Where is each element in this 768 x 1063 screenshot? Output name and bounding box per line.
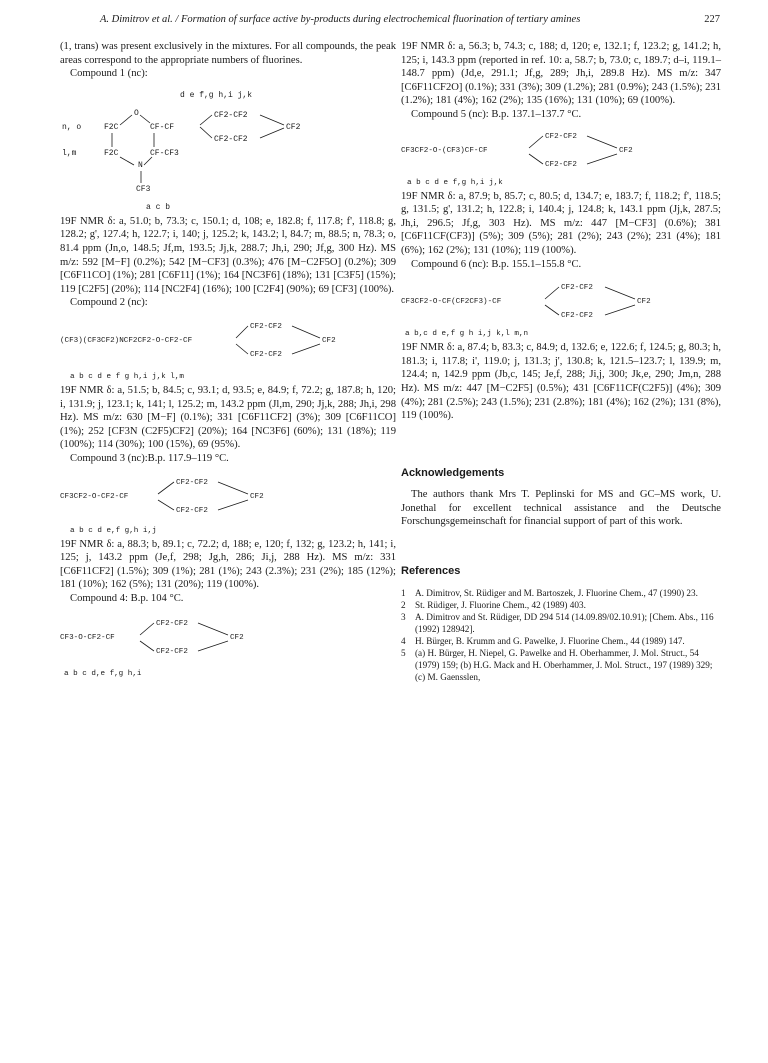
compound-3-heading: Compound 3 (nc):B.p. 117.9–119 °C. [70, 452, 229, 464]
c2-ring-top: CF2-CF2 [250, 322, 282, 331]
running-title: A. Dimitrov et al. / Formation of surface active by-products during electrochemical fluorination of tertiary amines [100, 14, 581, 25]
c4-labels: a b c d,e f,g h,i [64, 670, 142, 679]
c6-labels: a b,c d e,f g h i,j k,l m,n [405, 330, 529, 339]
intro-paragraph: (1, trans) was present exclusively in the mixtures. For all compounds, the peak areas correspond to the appropriate numbers of fluorines. [60, 41, 396, 66]
reference-number: 5 [401, 647, 406, 658]
compound-6-nmr: 19F NMR δ: a, 87.4; b, 83.3; c, 84.9; d, 132.6; e, 122.6; f, 124.5; g, 80.3; h, 181.3; i, 117.8; i', 119.0; j, 131.3; j', 130.8; k, 121.5–123.7; l, 139.9; m, 124.4; n, 142.9 ppm (Jb,c, 145; Je,f, 288; Ji,j, 300; Jk,e, 290; Jm,n, 288 Hz). MS m/z: 447 [M−C2F5] (0.5%); 431 [C6F11CF(C2F5)] (4%); 309 (4%); 281 (2.5%); 243 (1.5%); 231 (2.8%); 181 (4%); 162 (2%); 131 (8%), 119 (100%). [401, 342, 721, 422]
c1-top-labels: d e f,g h,i j,k [180, 90, 253, 100]
c6-ring-r: CF2 [637, 298, 651, 307]
acknowledgements-text: The authors thank Mrs T. Peplinski for MS and GC–MS work, U. Jonethal for excellent technical assistance and the Deutsche Forschungsgemeinschaft for financial support of part of this work. [401, 489, 721, 528]
c2-formula: (CF3)(CF3CF2)NCF2CF2-O-CF2-CF [60, 336, 193, 345]
right-column [401, 40, 721, 683]
c5-ring-r: CF2 [619, 146, 633, 155]
reference-text: St. Rüdiger, J. Fluorine Chem., 42 (1989) 403. [415, 599, 586, 610]
reference-item [401, 647, 721, 683]
running-header [60, 14, 720, 30]
references-list [401, 587, 721, 683]
compound-3-diagram [60, 470, 396, 536]
acknowledgements-heading: Acknowledgements [401, 466, 505, 479]
compound-4-heading: Compound 4: B.p. 104 °C. [70, 592, 184, 604]
compound-1-diagram [60, 85, 396, 213]
c6-formula: CF3CF2-O-CF(CF2CF3)-CF [401, 298, 502, 307]
c6-ring-bot: CF2-CF2 [561, 312, 593, 321]
c1-CFCF3: CF-CF3 [150, 148, 179, 158]
reference-text: A. Dimitrov, St. Rüdiger and M. Bartoszek, J. Fluorine Chem., 47 (1990) 23. [415, 587, 698, 598]
compound-2-heading: Compound 2 (nc): [70, 297, 148, 309]
reference-number: 4 [401, 635, 406, 646]
compound-2-structure [60, 314, 396, 382]
compound-1-heading: Compound 1 (nc): [70, 68, 148, 80]
compound-5-structure [401, 126, 721, 188]
reference-item [401, 635, 721, 647]
left-column [60, 40, 396, 681]
c5-ring-bot: CF2-CF2 [545, 160, 577, 169]
compound-4-diagram [60, 609, 396, 679]
c4-ring-top: CF2-CF2 [156, 620, 188, 629]
c3-labels: a b c d e,f g,h i,j [70, 526, 157, 535]
reference-number: 3 [401, 611, 406, 622]
c4-formula: CF3-O-CF2-CF [60, 634, 115, 643]
reference-item [401, 611, 721, 635]
compound-1-nmr: 19F NMR δ: a, 51.0; b, 73.3; c, 150.1; d, 108; e, 182.8; f, 117.8; f', 118.8; g, 128.2; g', 127.4; h, 122.7; i, 140; j, 125.2; k, 143.2; l, 84.7; m, 88.5; n, 78.3; o, 81.4 ppm (Jn,o, 148.5; Jf,m, 193.5; Jj,k, 288.7; Jh,i, 290; Jf,g, 300 Hz). MS m/z: 592 [M−F] (0.2%); 542 [M−CF3] (0.3%); 476 [M−C2F5O] (0.2%); 309 [C6F11CO] (1%); 281 [C6F11] (1%); 164 [NC3F6] (18%); 131 [C3F5] (15%); 119 [C2F5] (20%); 114 [NC2F4] (16%); 100 [C2F4] (90%); 69 [CF3] (100%). [60, 215, 396, 295]
page-number: 227 [704, 14, 720, 25]
c6-ring-top: CF2-CF2 [561, 284, 593, 293]
reference-text: (a) H. Bürger, H. Niepel, G. Pawelke and H. Oberhammer, J. Mol. Struct., 54 (1979) 159; (b) H.G. Mack and H. Oberhammer, J. Mol. Struct., 197 (1989) 329; (c) M. Gaensslen, [415, 647, 713, 682]
c1-side-bot: l,m [62, 148, 77, 158]
c5-ring-top: CF2-CF2 [545, 132, 577, 141]
compound-4-nmr: 19F NMR δ: a, 56.3; b, 74.3; c, 188; d, 120; e, 132.1; f, 123.2; g, 141.2; h, 125; i, 143.3 ppm (reported in ref. 10: a, 58.7; b, 73.0; c, 189.7; d–i, 119.1–148.7 ppm) (Jd,e, 291.1; Jf,g, 289; Jh,i, 289.8 Hz). MS m/z: 347 [C6F11CF2O] (0.1%); 331 (3%); 309 (1.2%); 281 (0.9%); 243 (1.5%); 231 (1.2%); 181 (4%); 162 (2%); 135 (16%); 131 (10%); 69 (100%). [401, 41, 721, 107]
c2-ring-bot: CF2-CF2 [250, 350, 282, 359]
compound-6-diagram [401, 275, 721, 339]
reference-number: 2 [401, 599, 406, 610]
reference-item [401, 587, 721, 599]
reference-text: A. Dimitrov and St. Rüdiger, DD 294 514 (14.09.89/02.10.91); [Chem. Abs., 116 (1992) 128942]. [415, 611, 714, 634]
compound-3-structure [60, 470, 396, 536]
c1-F2C-top: F2C [104, 122, 119, 132]
c2-labels: a b c d e f g h,i j,k l,m [70, 372, 184, 381]
compound-1-structure [60, 85, 396, 213]
compound-5-heading: Compound 5 (nc): B.p. 137.1–137.7 °C. [411, 108, 582, 120]
compound-2-nmr: 19F NMR δ: a, 51.5; b, 84.5; c, 93.1; d, 93.5; e, 84.9; f, 72.2; g, 187.8; h, 120; i, 131.9; j, 123.1; k, 141; l, 125.2; m, 143.2 ppm (Jl,m, 290; Jj,k, 288; Jh,i, 298 Hz). MS m/z: 630 [M−F] (0.1%); 331 [C6F11CF2] (3%); 309 [C6F11CO] (1%); 252 [CF3N (C2F5)CF2] (20%); 164 [NC3F6] (60%); 131 (18%); 119 (100%); 114 (30%); 100 (15%), 69 (95%). [60, 384, 396, 451]
c3-ring-top: CF2-CF2 [176, 478, 208, 487]
reference-text: H. Bürger, B. Krumm and G. Pawelke, J. Fluorine Chem., 44 (1989) 147. [415, 635, 685, 646]
c1-CF2CF2-b: CF2-CF2 [214, 134, 248, 144]
c3-formula: CF3CF2-O-CF2-CF [60, 492, 129, 501]
c1-CF3: CF3 [136, 184, 151, 194]
c3-ring-bot: CF2-CF2 [176, 506, 208, 515]
c5-labels: a b c d e f,g h,i j,k [407, 178, 503, 187]
compound-5-diagram [401, 126, 721, 188]
reference-item [401, 599, 721, 611]
reference-number: 1 [401, 587, 406, 598]
compound-2-diagram [60, 314, 396, 382]
c1-side-top: n, o [62, 122, 82, 132]
c1-bonds [112, 115, 284, 183]
c1-F2C-bot: F2C [104, 148, 119, 158]
compound-6-heading: Compound 6 (nc): B.p. 155.1–155.8 °C. [411, 258, 582, 270]
c5-formula: CF3CF2-O-(CF3)CF-CF [401, 146, 488, 155]
compound-3-nmr: 19F NMR δ: a, 88.3; b, 89.1; c, 72.2; d, 188; e, 120; f, 132; g, 123.2; h, 141; i, 125; j, 143.2 ppm (Je,f, 298; Jg,h, 286; Ji,j, 288 Hz). MS m/z: 331 [C6F11CF2] (1.5%); 309 (1%); 281 (1%); 243 (2.3%); 231 (2%); 185 (12%); 181 (10%); 162 (5%); 131 (20%); 119 (100%). [60, 538, 396, 591]
c3-ring-r: CF2 [250, 492, 264, 501]
c1-CF2-r: CF2 [286, 122, 301, 132]
c1-O: O [134, 108, 139, 118]
c4-ring-r: CF2 [230, 634, 244, 643]
compound-5-nmr: 19F NMR δ: a, 87.9; b, 85.7; c, 80.5; d, 134.7; e, 183.7; f, 118.2; f', 118.5; g, 131.5; g', 131.2; h, 122.8; i, 140.4; j, 124.8; k, 143.1 ppm (Jj,k, 287.5; Jh,i, 296.5; Jf,g, 303 Hz). MS m/z: 447 [M−CF3] (0.6%); 381 [C6F11CF(CF3)] (5%); 309 (5%); 281 (2%); 243 (2%); 231 (4%); 181 (6%); 162 (2%); 131 (10%); 119 (100%). [401, 190, 721, 256]
compound-4-structure [60, 609, 396, 679]
c1-CFCF: CF-CF [150, 122, 175, 132]
c1-CF2CF2-a: CF2-CF2 [214, 110, 248, 120]
compound-6-structure [401, 275, 721, 339]
c2-ring-r: CF2 [322, 336, 336, 345]
c4-ring-bot: CF2-CF2 [156, 648, 188, 657]
c1-bottom-labels: a c b [146, 202, 171, 212]
references-heading: References [401, 565, 461, 578]
c1-N: N [138, 160, 143, 170]
